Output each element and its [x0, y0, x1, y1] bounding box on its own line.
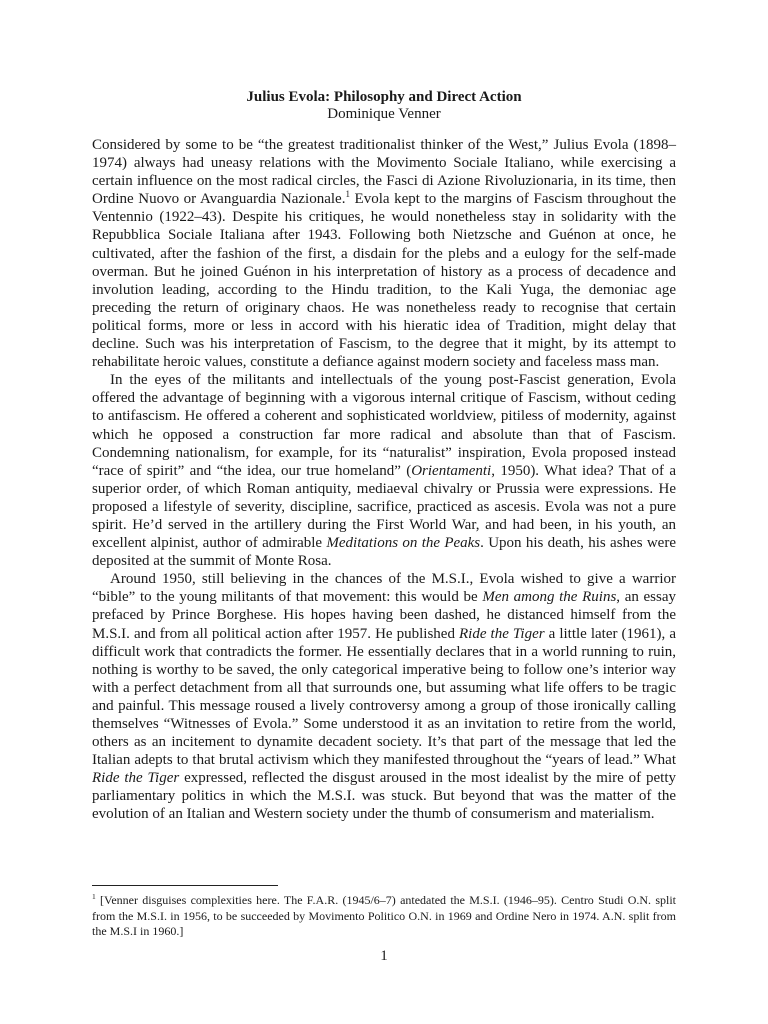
footnote	[92, 893, 676, 940]
paragraph-2	[92, 371, 676, 570]
paragraph-text: . Upon his death, his ashes were deposited at the summit of Monte Rosa.	[92, 535, 676, 570]
book-title: Men among the Ruins	[482, 589, 617, 606]
paragraph-text: In the eyes of the militants and intellectuals of the young post-Fascist generation, Evola offered the advantage of beginning with a vigorous internal critique of Fascism, without ceding to antifascism. He offered a coherent and sophisticated worldview, pitiless of modernity, against which he opposed a construction far more radical and absolute than that of Fascism. Condemning nationalism, for example, for its “naturalist” inspiration, Evola proposed instead “race of spirit” and “the idea, our true homeland” (	[92, 372, 676, 479]
book-title: Meditations on the Peaks	[326, 535, 481, 552]
book-title: Ride the Tiger	[92, 770, 180, 787]
book-title: Ride the Tiger	[459, 625, 545, 642]
book-title: Orientamenti	[411, 462, 492, 479]
footnote-reference: 1	[345, 189, 350, 200]
paragraph-text: expressed, reflected the disgust aroused in the most idealist by the mire of petty parliamentary politics in which the M.S.I. was stuck. But beyond that was the matter of the evolution of an Italian and Western society under the thumb of consumerism and materialism.	[92, 770, 676, 823]
paragraph-3	[92, 570, 676, 823]
paragraph-text: a little later (1961), a difficult work that contradicts the former. He essentially declares that in a world running to ruin, nothing is worthy to be saved, the only categorical imperative being to follow one’s interior way with a perfect detachment from all that surrounds one, but assuming what life offers to be tragic and painful. This message roused a lively controversy among a group of those ironically calling themselves “Witnesses of Evola.” Some understood it as an invitation to retire from the world, others as an incitement to dynamite decadent society. It’s that part of the message that led the Italian adepts to that brutal activism which they manifested throughout the “years of lead.” What	[92, 625, 676, 769]
document-body	[92, 136, 676, 824]
footnote-divider	[92, 885, 278, 886]
paragraph-text: , an essay prefaced by Prince Borghese. His hopes having been dashed, he distanced himself from the M.S.I. and from all political action after 1957. He published	[92, 589, 676, 642]
document-author: Dominique Venner	[327, 106, 441, 122]
paragraph-text: Around 1950, still believing in the chances of the M.S.I., Evola wished to give a warrior “bible” to the young militants of that movement: this would be	[92, 571, 676, 606]
paragraph-text: Evola kept to the margins of Fascism throughout the Ventennio (1922–43). Despite his critiques, he would nonetheless stay in solidarity with the Repubblica Sociale Italiana after 1943. Following both Nietzsche and Guénon at once, he cultivated, after the fashion of the first, a disdain for the plebs and a eulogy for the self-made overman. But he joined Guénon in his interpretation of history as a process of decadence and involution leading, according to the Hindu tradition, to the Kali Yuga, the demoniac age preceding the return of originary chaos. He was nonetheless ready to recognise that certain political forms, more or less in accord with his hieratic idea of Tradition, might delay that decline. Such was his interpretation of Fascism, to the degree that it might, by its attempt to rehabilitate heroic values, constitute a defiance against modern society and faceless mass man.	[92, 191, 676, 371]
footnote-text: [Venner disguises complexities here. The F.A.R. (1945/6–7) antedated the M.S.I. (1946–95). Centro Studi O.N. split from the M.S.I. in 1956, to be succeeded by Movimento Politico O.N. in 1969 and Ordine Nero in 1974. A.N. split from the M.S.I in 1960.]	[92, 893, 676, 938]
page-number: 1	[380, 948, 388, 964]
paragraph-text: , 1950). What idea? That of a superior order, of which Roman antiquity, mediaeval chivalry or Prussia were expressions. He proposed a lifestyle of severity, discipline, sacrifice, practiced as ascesis. Evola was not a pure spirit. He’d served in the artillery during the First World War, and had been, in his youth, an excellent alpinist, author of admirable	[92, 462, 677, 552]
paragraph-1	[92, 136, 676, 371]
footnote-marker: 1	[92, 892, 96, 901]
paragraph-text: Considered by some to be “the greatest traditionalist thinker of the West,” Julius Evola (1898–1974) always had uneasy relations with the Movimento Sociale Italiano, while exercising a certain influence on the most radical circles, the Fasci di Azione Rivoluzionaria, in its time, then Ordine Nuovo or Avanguardia Nazionale.	[92, 137, 676, 208]
document-title: Julius Evola: Philosophy and Direct Action	[246, 89, 522, 105]
